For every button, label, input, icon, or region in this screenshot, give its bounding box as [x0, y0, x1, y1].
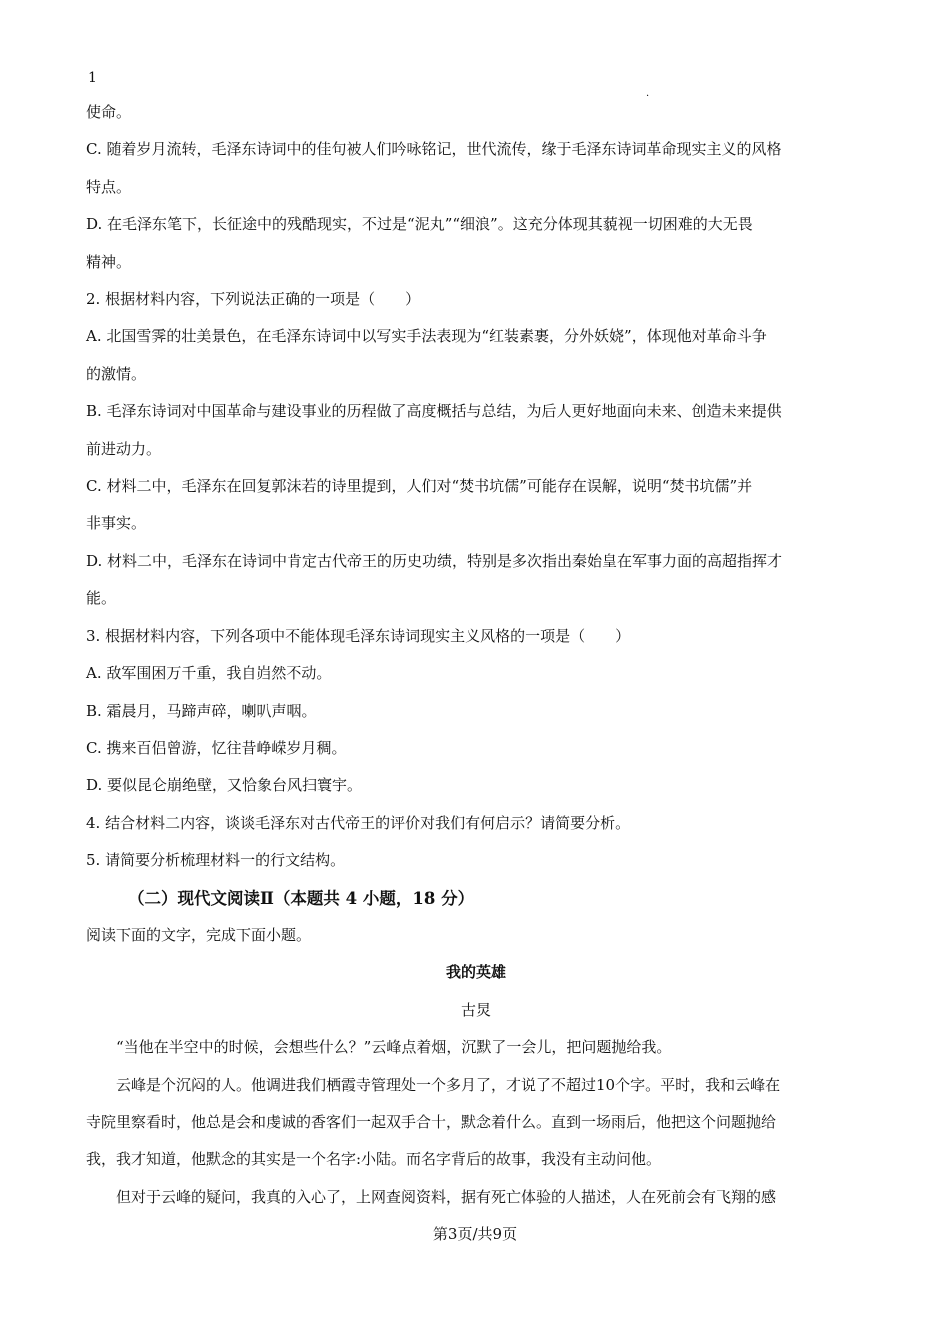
story-line: 寺院里察看时，他总是会和虔诚的香客们一起双手合十，默念着什么。直到一场雨后，他把这个问题抛给 [86, 1112, 777, 1131]
option-line: D. 要似昆仑崩绝壁，又恰象台风扫寰宇。 [86, 776, 363, 795]
text-line: 精神。 [86, 252, 132, 271]
story-paragraph: 但对于云峰的疑问，我真的入心了，上网查阅资料，据有死亡体验的人描述，人在死前会有飞翔的感 [116, 1187, 777, 1206]
option-line: D. 材料二中，毛泽东在诗词中肯定古代帝王的历史功绩，特别是多次指出秦始皇在军事力面的高超指挥才 [86, 551, 783, 570]
story-paragraph: “当他在半空中的时候，会想些什么？”云峰点着烟，沉默了一会儿，把问题抛给我。 [116, 1038, 672, 1057]
text-line: 的激情。 [86, 364, 147, 383]
text-line: 使命。 [86, 103, 132, 121]
page-content [86, 91, 866, 1216]
story-author: 古炅 [460, 1000, 491, 1019]
page-mark: 1 [88, 70, 97, 86]
question-3: 3. 根据材料内容，下列各项中不能体现毛泽东诗词现实主义风格的一项是（ ） [86, 626, 631, 645]
question-5: 5. 请简要分析梳理材料一的行文结构。 [86, 851, 346, 870]
page-footer: 第3页/共9页 [432, 1225, 518, 1243]
section-heading: （二）现代文阅读Ⅱ（本题共 4 小题，18 分） [128, 888, 475, 908]
option-line: C. 携来百侣曾游，忆往昔峥嵘岁月稠。 [86, 738, 347, 757]
story-line: 我，我才知道，他默念的其实是一个名字:小陆。而名字背后的故事，我没有主动问他。 [86, 1150, 662, 1169]
option-line: C. 材料二中，毛泽东在回复郭沫若的诗里提到，人们对“焚书坑儒”可能存在误解，说明“焚书坑儒”并 [86, 477, 753, 496]
text-line: 非事实。 [86, 514, 147, 533]
text-line: 特点。 [86, 177, 132, 196]
question-4: 4. 结合材料二内容，谈谈毛泽东对古代帝王的评价对我们有何启示？请简要分析。 [86, 813, 631, 832]
option-line: A. 北国雪霁的壮美景色，在毛泽东诗词中以写实手法表现为“红装素裹，分外妖娆”，体现他对革命斗争 [86, 327, 767, 346]
option-line: B. 霜晨月，马蹄声碎，喇叭声咽。 [86, 701, 317, 720]
option-line: B. 毛泽东诗词对中国革命与建设事业的历程做了高度概括与总结，为后人更好地面向未来、创造未来提供 [86, 402, 782, 421]
story-title: 我的英雄 [445, 963, 506, 982]
stray-dot: · [646, 91, 650, 102]
question-2: 2. 根据材料内容，下列说法正确的一项是（ ） [86, 290, 421, 309]
option-line: A. 敌军围困万千重，我自岿然不动。 [86, 664, 332, 683]
text-line: 前进动力。 [86, 439, 162, 458]
option-line: D. 在毛泽东笔下，长征途中的残酷现实，不过是“泥丸”“细浪”。这充分体现其藐视一切困难的大无畏 [86, 215, 753, 234]
option-line: C. 随着岁月流转，毛泽东诗词中的佳句被人们吟咏铭记，世代流传，缘于毛泽东诗词革命现实主义的风格 [86, 140, 782, 159]
text-line: 能。 [86, 589, 117, 608]
story-paragraph: 云峰是个沉闷的人。他调进我们栖霞寺管理处一个多月了，才说了不超过10个字。平时，我和云峰在 [116, 1075, 781, 1094]
instruction-line: 阅读下面的文字，完成下面小题。 [86, 925, 312, 944]
